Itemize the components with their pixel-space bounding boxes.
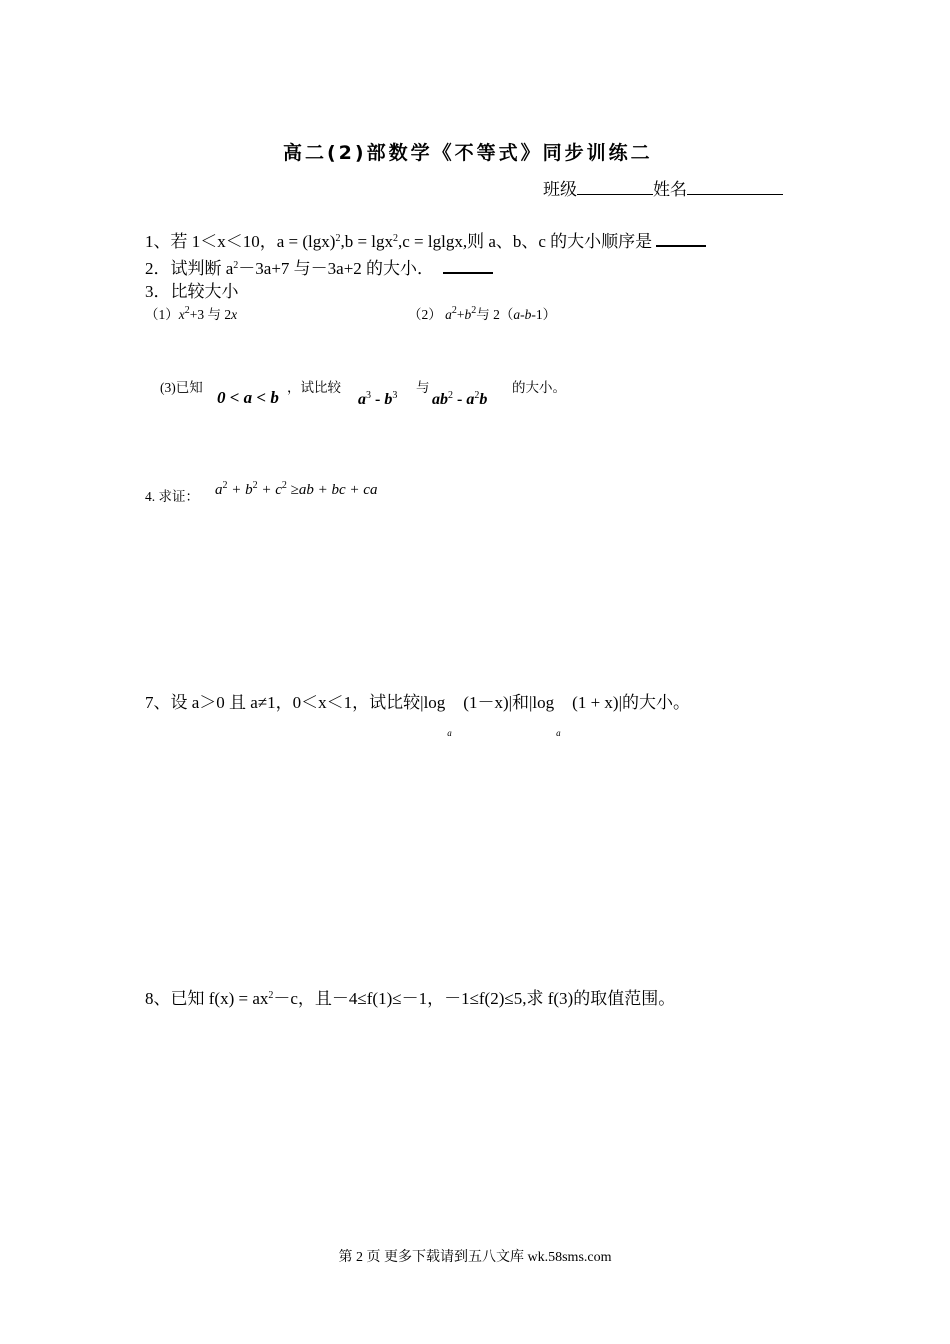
question-2: 2．试判断 $a^2-3a+7$ 与－3a+2 的大小． xyxy=(145,254,493,279)
question-8: 8、已知 $f(x) = ax^2-c$，且－4≤f(1)≤－1，－1≤f(2)≤5,求 f(3)的取值范围。 xyxy=(145,989,676,1008)
student-info xyxy=(543,175,783,200)
question-3-part-2: （2） $a^2+b^2$与 2（a-b-1） xyxy=(408,305,557,322)
question-3-heading: 3．比较大小 xyxy=(145,282,239,301)
question-3-part-3-expr1: $a^3 - b^3$ xyxy=(358,390,398,408)
question-3-part-3-condition: 0 < a < b xyxy=(217,388,279,407)
name-label: 姓名 xyxy=(653,180,687,199)
question-3-part-3-end: 的大小。 xyxy=(512,380,566,395)
class-label: 班级 xyxy=(543,180,577,199)
page-title: 高二(2)部数学《不等式》同步训练二 xyxy=(283,142,653,164)
question-7: 7、设 a＞0 且 a≠1，0＜x＜1，试比较|log a (1－x)|和|log a (1 + x)|的大小。 xyxy=(145,693,690,738)
question-4-prefix: 4. 求证： xyxy=(145,489,199,504)
question-3-part-3-compare: ，试比较 xyxy=(287,380,341,395)
question-4-inequality: $a^2 + b^2 + c^2 \ge ab$ + bc + ca xyxy=(215,480,378,498)
question-3-part-3-with: 与 xyxy=(416,380,430,395)
answer-blank xyxy=(656,231,706,247)
question-3-part-3-expr2: $ab^2 - a^2b$ xyxy=(432,390,488,408)
class-blank xyxy=(577,176,653,195)
answer-blank xyxy=(443,258,493,274)
question-3-part-3-prefix: (3)已知 xyxy=(160,380,203,395)
page-footer: 第 2 页 更多下载请到五八文库 wk.58sms.com xyxy=(338,1250,612,1265)
question-3-part-1: $(1)x^2+3$ 与 2x xyxy=(145,305,238,322)
name-blank xyxy=(687,176,783,195)
question-1: 1、若 1＜x＜10，$a = (\lg x)^2,b = \lg x^2,c = lglgx$,则 a、b、c 的大小顺序是 xyxy=(145,227,706,252)
